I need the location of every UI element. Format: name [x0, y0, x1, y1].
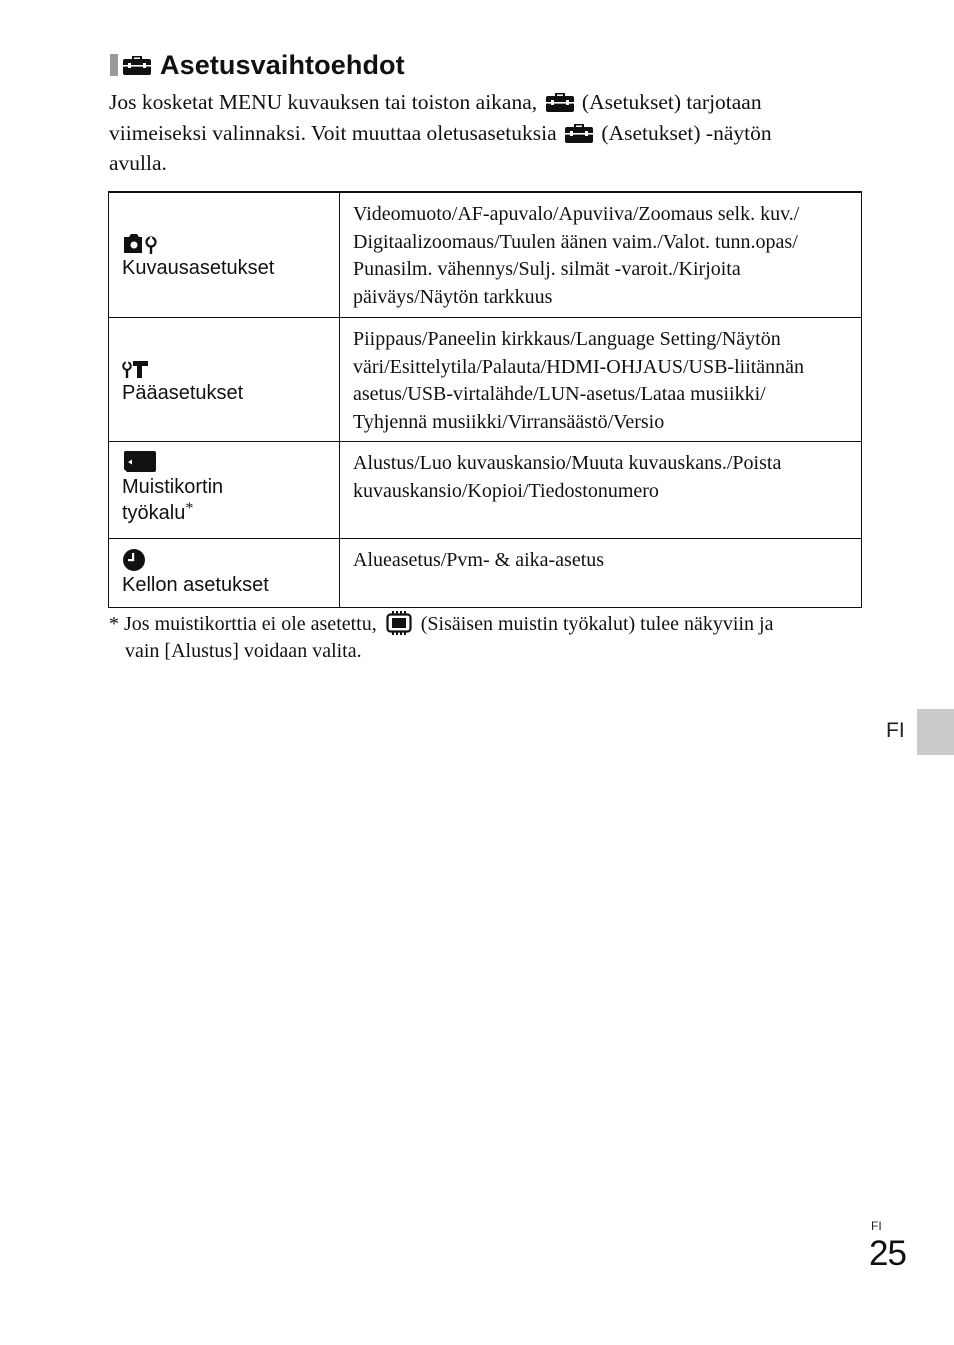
category-label: Kellon asetukset [122, 574, 269, 596]
table-row [109, 192, 862, 318]
options-line: Videomuoto/AF-apuvalo/Apuviiva/Zoomaus selk. kuv./ [353, 203, 800, 225]
camera-wrench-icon [122, 229, 339, 255]
toolbox-icon [122, 54, 152, 76]
intro-text: Jos kosketat MENU kuvauksen tai toiston aikana, [109, 90, 538, 114]
intro-text: (Asetukset) -näytön [601, 120, 772, 145]
category-label-line: työkalu [122, 502, 186, 524]
options-cell [340, 318, 862, 442]
table-row [109, 539, 862, 608]
heading-marker-bar [110, 54, 118, 76]
category-cell [109, 318, 340, 442]
intro-text: avulla. [109, 151, 167, 175]
category-label [122, 474, 339, 526]
options-line: Digitaalizoomaus/Tuulen äänen vaim./Valot. tunn.opas/ [353, 230, 798, 253]
table-row [109, 442, 862, 539]
options-cell [340, 442, 862, 539]
options-line: Alueasetus/Pvm- & aika-asetus [353, 549, 605, 571]
category-label: Pääasetukset [122, 381, 244, 404]
table-row [109, 318, 862, 442]
language-tab-marker [917, 709, 954, 755]
category-cell [109, 192, 340, 318]
footnote-text: (Sisäisen muistin työkalut) tulee näkyviin ja [420, 613, 774, 635]
options-line: Piippaus/Paneelin kirkkaus/Language Setting/Näytön [353, 328, 781, 350]
category-cell [109, 539, 340, 608]
footnote-text: * Jos muistikorttia ei ole asetettu, [109, 613, 377, 635]
page-number: 25 [869, 1234, 906, 1273]
options-cell [340, 539, 862, 608]
intro-text: (Asetukset) tarjotaan [581, 90, 762, 114]
options-cell [340, 192, 862, 318]
options-line: asetus/USB-virtalähde/LUN-asetus/Lataa musiikki/ [353, 383, 766, 405]
category-cell [109, 442, 340, 539]
footnote-text: vain [Alustus] voidaan valita. [125, 640, 362, 662]
options-line: kuvauskansio/Kopioi/Tiedostonumero [353, 479, 659, 502]
options-line: Alustus/Luo kuvauskansio/Muuta kuvauskans./Poista [353, 452, 782, 474]
options-line: Punasilm. vähennys/Sulj. silmät -varoit./Kirjoita [353, 258, 741, 280]
clock-icon [122, 548, 339, 572]
toolbox-icon [545, 91, 575, 113]
intro-paragraph [109, 87, 869, 179]
footnote [109, 610, 869, 665]
section-heading [110, 47, 405, 83]
options-line: Tyhjennä musiikki/Virransäästö/Versio [353, 410, 665, 433]
options-line: päiväys/Näytön tarkkuus [353, 285, 553, 308]
options-line: väri/Esittelytila/Palauta/HDMI-OHJAUS/USB-liitännän [353, 355, 805, 378]
toolbox-icon [564, 122, 594, 144]
footnote-marker: * [185, 500, 194, 517]
memory-card-icon [122, 450, 339, 474]
category-label: Kuvausasetukset [122, 257, 275, 279]
page-title: Asetusvaihtoehdot [160, 49, 405, 80]
settings-table [108, 191, 862, 608]
page-language-code: FI [871, 1219, 882, 1233]
category-label-line: Muistikortin [122, 476, 224, 498]
intro-text: viimeiseksi valinnaksi. Voit muuttaa oletusasetuksia [109, 120, 557, 145]
wrench-hammer-icon [122, 354, 339, 380]
internal-memory-icon [385, 610, 413, 636]
language-tab-label: FI [886, 719, 905, 742]
